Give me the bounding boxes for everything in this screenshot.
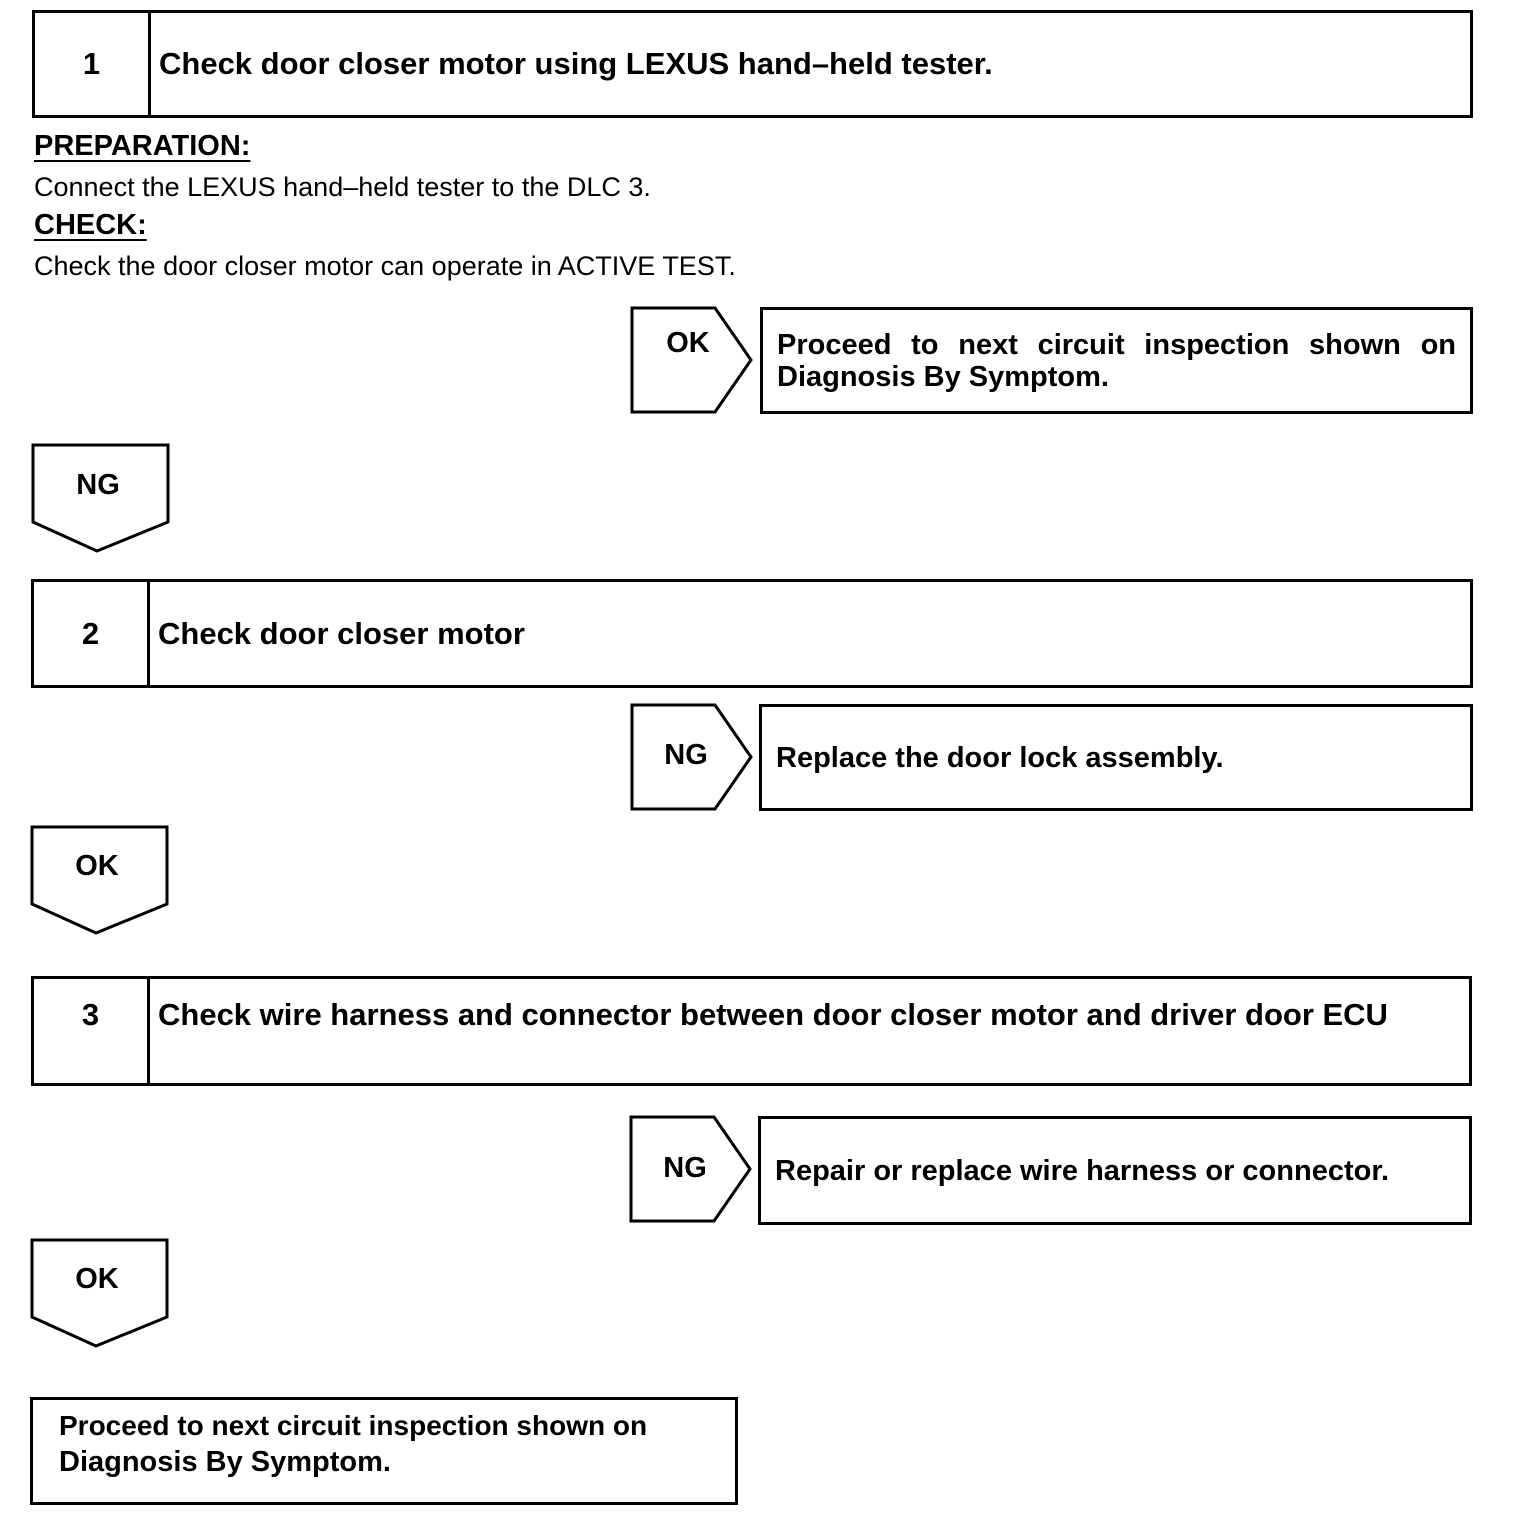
preparation-heading: PREPARATION: [34,130,251,162]
ok-branch-result: Proceed to next circuit inspection shown on Diagnosis By Symptom. [760,307,1473,414]
final-result-line-1: Proceed to next circuit inspection shown on [59,1410,648,1441]
ok-down-label-step-3: OK [75,1263,119,1295]
ng-branch-label-step-3: NG [663,1152,707,1184]
ng-down-label: NG [76,469,120,501]
ng-branch-result-step-3: Repair or replace wire harness or connector. [758,1116,1472,1225]
check-heading: CHECK: [34,209,147,241]
ok-down-label-step-2: OK [75,850,119,882]
step-1-title: Check door closer motor using LEXUS hand–held tester. [159,46,993,81]
ng-branch-label-step-2: NG [664,739,708,771]
step-2-number: 2 [34,582,150,685]
check-text: Check the door closer motor can operate in ACTIVE TEST. [34,251,736,281]
step-3-title: Check wire harness and connector between door closer motor and driver door ECU [158,997,1388,1032]
step-2-title: Check door closer motor [158,615,525,651]
ng-branch-result-step-2: Replace the door lock assembly. [759,704,1473,811]
ok-branch-arrow [630,306,756,414]
step-3-box [31,976,1472,1086]
preparation-text: Connect the LEXUS hand–held tester to the DLC 3. [34,172,651,202]
step-1-number: 1 [35,13,151,115]
step-3-number: 3 [34,979,150,1083]
final-result-box [30,1397,738,1505]
final-result-line-2: Diagnosis By Symptom. [59,1446,391,1478]
ok-branch-label: OK [666,327,710,359]
step-2-box [31,579,1473,688]
step-1-box [32,10,1473,118]
